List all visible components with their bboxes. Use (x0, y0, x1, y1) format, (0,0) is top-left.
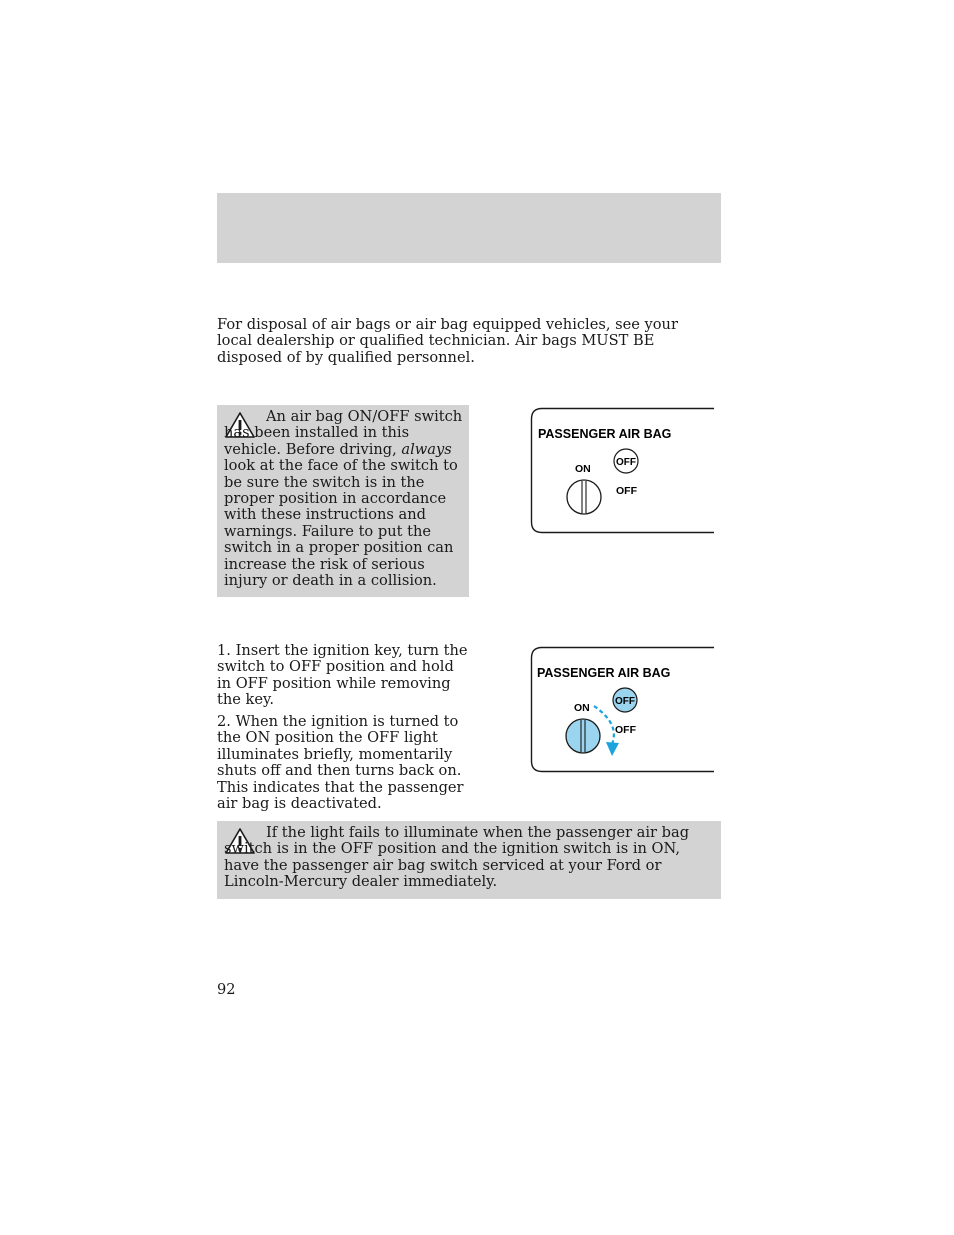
airbag-switch-figure-1 (530, 407, 720, 535)
section-header-band (217, 193, 721, 263)
intro-paragraph: For disposal of air bags or air bag equipped vehicles, see your local dealership or qualified technician. Air bags MUST BE disposed of by qualified personnel. (217, 316, 678, 366)
warning-box-switch (217, 405, 469, 597)
airbag-switch-figure-2 (530, 646, 720, 774)
page-number: 92 (217, 981, 236, 998)
step-1: 1. Insert the ignition key, turn the switch to OFF position and hold in OFF position while removing the key. (217, 642, 468, 709)
switch-knob-turned (566, 719, 600, 753)
step-2: 2. When the ignition is turned to the ON position the OFF light illuminates briefly, momentarily shuts off and then turns back on. This indicates that the passenger air bag is deactivated. (217, 713, 464, 813)
off-label: OFF (615, 724, 636, 736)
figure-title: PASSENGER AIR BAG (538, 427, 672, 441)
off-indicator-label: OFF (615, 696, 635, 707)
switch-knob (567, 480, 601, 514)
on-label: ON (575, 463, 591, 475)
off-label: OFF (616, 485, 637, 497)
warning-text-switch: An air bag ON/OFF switch has been installed in this vehicle. Before driving, always look at the face of the switch to be sure the switch is in the proper position in accordance with these instructions and warnings. Failure to put the switch in a proper position can increase the risk of serious injury or death in a collision. (224, 408, 463, 590)
warning-box-light (217, 821, 721, 899)
warning-text-light: If the light fails to illuminate when the passenger air bag switch is in the OFF position and the ignition switch is in ON, have the passenger air bag switch serviced at your Ford or Lincoln-Mercury dealer immediately. (224, 824, 690, 891)
figure-title: PASSENGER AIR BAG (537, 666, 671, 680)
off-indicator-label: OFF (616, 457, 636, 468)
on-label: ON (574, 702, 590, 714)
